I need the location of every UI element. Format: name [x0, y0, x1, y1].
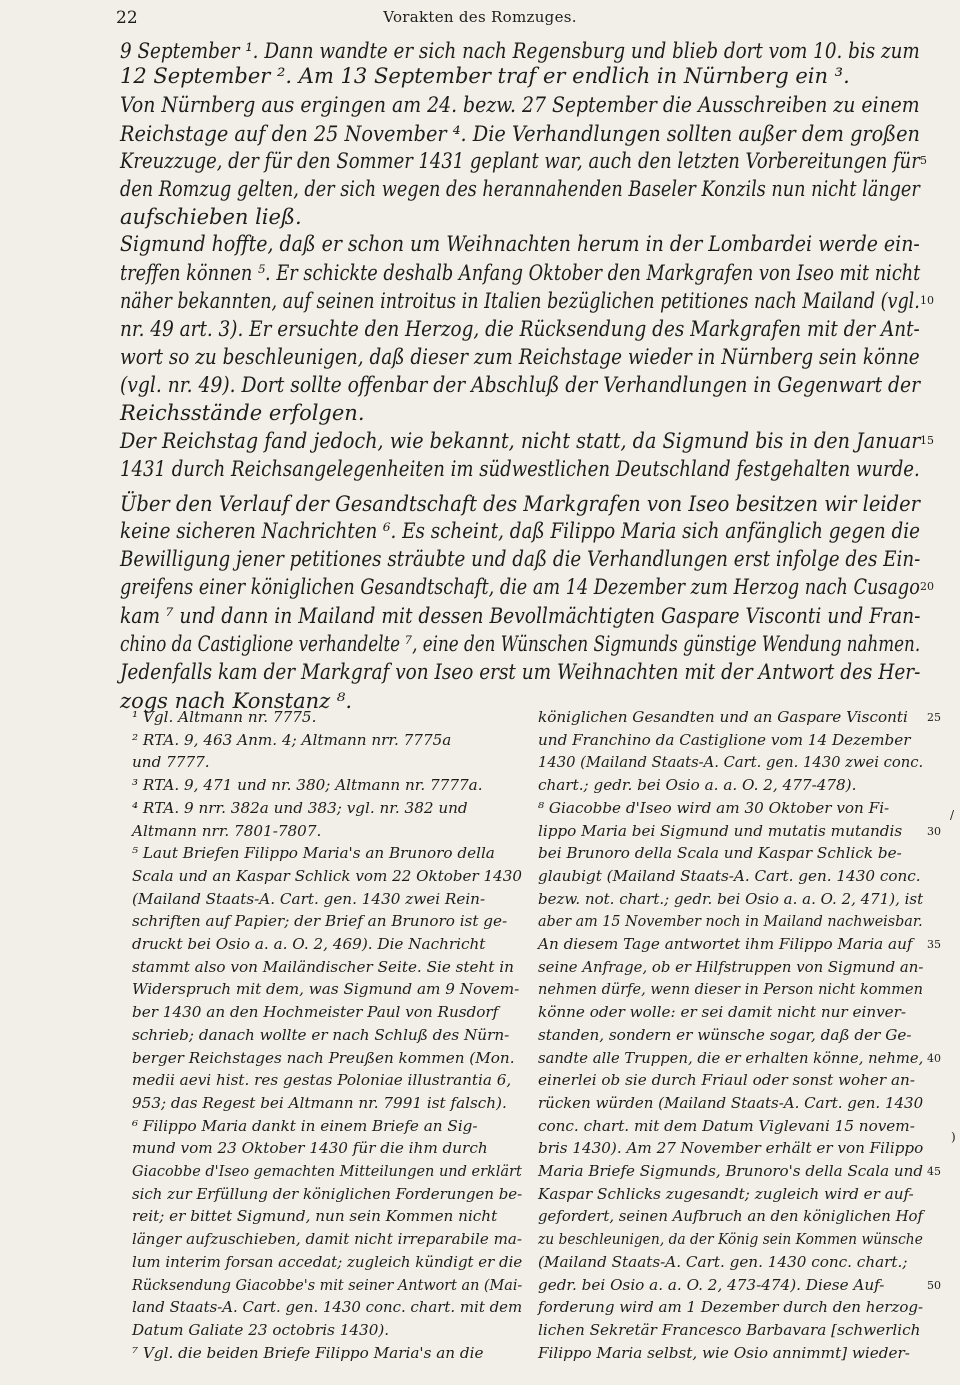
- footnote-line: ber 1430 an den Hochmeister Paul von Rusdorf: [132, 1003, 499, 1021]
- margin-pencil-mark: /: [950, 808, 955, 822]
- footnote-line-number: 35: [927, 938, 941, 951]
- running-head: Vorakten des Romzuges.: [383, 8, 577, 26]
- footnote-line: ¹ Vgl. Altmann nr. 7775.: [132, 708, 317, 726]
- footnote-line: mund vom 23 Oktober 1430 für die ihm durch: [132, 1139, 488, 1157]
- footnote-line: seine Anfrage, ob er Hilfstruppen von Sigmund an-: [538, 958, 924, 976]
- footnote-line: ⁷ Vgl. die beiden Briefe Filippo Maria's an die: [132, 1344, 484, 1362]
- footnote-line: reit; er bittet Sigmund, nun sein Kommen nicht: [132, 1207, 498, 1225]
- line-number: 5: [920, 154, 927, 167]
- footnote-line: einerlei ob sie durch Friaul oder sonst woher an-: [538, 1071, 915, 1089]
- line-number: 15: [920, 434, 934, 447]
- footnote-line: und 7777.: [132, 753, 210, 771]
- footnote-line: stammt also von Mailändischer Seite. Sie steht in: [132, 958, 514, 976]
- footnote-line: rücken würden (Mailand Staats-A. Cart. gen. 1430: [538, 1094, 924, 1112]
- footnote-line: 1430 (Mailand Staats-A. Cart. gen. 1430 zwei conc.: [538, 753, 924, 771]
- text-line: 9 September ¹. Dann wandte er sich nach Regensburg und blieb dort vom 10. bis zum: [120, 39, 920, 63]
- text-line: Reichstage auf den 25 November ⁴. Die Verhandlungen sollten außer dem großen: [120, 122, 920, 146]
- text-line: Sigmund hoffte, daß er schon um Weihnachten herum in der Lombardei werde ein-: [120, 232, 920, 256]
- text-line: Kreuzzuge, der für den Sommer 1431 geplant war, auch den letzten Vorbereitungen für: [120, 149, 920, 173]
- footnote-line: (Mailand Staats-A. Cart. gen. 1430 zwei Rein-: [132, 890, 486, 908]
- footnote-line: sandte alle Truppen, die er erhalten könne, nehme,: [538, 1049, 924, 1067]
- text-line: 12 September ². Am 13 September traf er endlich in Nürnberg ein ³.: [120, 64, 850, 88]
- footnote-line: gefordert, seinen Aufbruch an den königlichen Hof: [538, 1207, 924, 1225]
- text-line: Reichsstände erfolgen.: [120, 401, 365, 425]
- footnote-line: conc. chart. mit dem Datum Viglevani 15 novem-: [538, 1117, 915, 1135]
- footnote-line-number: 40: [927, 1052, 941, 1065]
- page-header: [0, 8, 960, 30]
- footnote-line: lum interim forsan accedat; zugleich kündigt er die: [132, 1253, 523, 1271]
- text-line: chino da Castiglione verhandelte ⁷, eine den Wünschen Sigmunds günstige Wendung nahmen.: [120, 632, 921, 656]
- footnote-line: königlichen Gesandten und an Gaspare Visconti: [538, 708, 908, 726]
- footnote-line-number: 50: [927, 1279, 941, 1292]
- text-line: wort so zu beschleunigen, daß dieser zum Reichstage wieder in Nürnberg sein könne: [120, 345, 920, 369]
- footnote-line: aber am 15 November noch in Mailand nachweisbar.: [538, 912, 923, 930]
- footnote-line: druckt bei Osio a. a. O. 2, 469). Die Nachricht: [132, 935, 486, 953]
- footnote-line: länger aufzuschieben, damit nicht irreparabile ma-: [132, 1230, 522, 1248]
- footnote-line: Giacobbe d'Iseo gemachten Mitteilungen und erklärt: [132, 1162, 522, 1180]
- footnote-line: Datum Galiate 23 octobris 1430).: [132, 1321, 390, 1339]
- text-line: keine sicheren Nachrichten ⁶. Es scheint, daß Filippo Maria sich anfänglich gegen die: [120, 519, 920, 543]
- footnote-line-number: 45: [927, 1165, 941, 1178]
- footnote-line: 953; das Regest bei Altmann nr. 7991 ist falsch).: [132, 1094, 507, 1112]
- footnote-line-number: 30: [927, 825, 941, 838]
- footnote-line: schriften auf Papier; der Brief an Brunoro ist ge-: [132, 912, 508, 930]
- footnote-line: sich zur Erfüllung der königlichen Forderungen be-: [132, 1185, 523, 1203]
- footnote-line: lippo Maria bei Sigmund und mutatis mutandis: [538, 822, 903, 840]
- footnote-line: gedr. bei Osio a. a. O. 2, 473-474). Diese Auf-: [538, 1276, 885, 1294]
- footnote-line: land Staats-A. Cart. gen. 1430 conc. chart. mit dem: [132, 1298, 523, 1316]
- footnote-line: ³ RTA. 9, 471 und nr. 380; Altmann nr. 7777a.: [132, 776, 483, 794]
- text-line: kam ⁷ und dann in Mailand mit dessen Bevollmächtigten Gaspare Visconti und Fran-: [120, 604, 921, 628]
- footnote-line: nehmen dürfe, wenn dieser in Person nicht kommen: [538, 980, 923, 998]
- footnote-line: Maria Briefe Sigmunds, Brunoro's della Scala und: [538, 1162, 924, 1180]
- footnote-line: Scala und an Kaspar Schlick vom 22 Oktober 1430: [132, 867, 522, 885]
- text-line: greifens einer königlichen Gesandtschaft, die am 14 Dezember zum Herzog nach Cusago: [120, 575, 920, 599]
- footnote-line: Kaspar Schlicks zugesandt; zugleich wird er auf-: [538, 1185, 914, 1203]
- footnote-line: zu beschleunigen, da der König sein Kommen wünsche: [538, 1230, 923, 1248]
- footnote-line: und Franchino da Castiglione vom 14 Dezember: [538, 731, 911, 749]
- footnote-line: standen, sondern er wünsche sogar, daß der Ge-: [538, 1026, 912, 1044]
- footnote-line: forderung wird am 1 Dezember durch den herzog-: [538, 1298, 924, 1316]
- footnote-line: Filippo Maria selbst, wie Osio annimmt] wieder-: [538, 1344, 910, 1362]
- text-line: den Romzug gelten, der sich wegen des herannahenden Baseler Konzils nun nicht länger: [120, 177, 920, 201]
- footnote-line: medii aevi hist. res gestas Poloniae illustrantia 6,: [132, 1071, 512, 1089]
- footnote-line: (Mailand Staats-A. Cart. gen. 1430 conc. chart.;: [538, 1253, 908, 1271]
- footnote-line: chart.; gedr. bei Osio a. a. O. 2, 477-478).: [538, 776, 857, 794]
- text-line: Über den Verlauf der Gesandtschaft des Markgrafen von Iseo besitzen wir leider: [120, 492, 920, 516]
- page-number: 22: [116, 8, 138, 28]
- text-line: Bewilligung jener petitiones sträubte und daß die Verhandlungen erst infolge des Ein-: [120, 547, 921, 571]
- line-number: 10: [920, 294, 934, 307]
- footnote-line-number: 25: [927, 711, 941, 724]
- footnote-line: ² RTA. 9, 463 Anm. 4; Altmann nrr. 7775a: [132, 731, 452, 749]
- text-line: aufschieben ließ.: [120, 205, 302, 229]
- margin-pencil-mark: ): [951, 1130, 956, 1144]
- text-line: nr. 49 art. 3). Er ersuchte den Herzog, die Rücksendung des Markgrafen mit der Ant-: [120, 317, 920, 341]
- footnote-line: ⁵ Laut Briefen Filippo Maria's an Brunoro della: [132, 844, 495, 862]
- footnote-line: lichen Sekretär Francesco Barbavara [schwerlich: [538, 1321, 921, 1339]
- footnote-line: An diesem Tage antwortet ihm Filippo Maria auf: [538, 935, 913, 953]
- footnote-line: ⁴ RTA. 9 nrr. 382a und 383; vgl. nr. 382 und: [132, 799, 468, 817]
- footnote-line: glaubigt (Mailand Staats-A. Cart. gen. 1430 conc.: [538, 867, 921, 885]
- footnote-line: schrieb; danach wollte er nach Schluß des Nürn-: [132, 1026, 510, 1044]
- footnote-line: bris 1430). Am 27 November erhält er von Filippo: [538, 1139, 924, 1157]
- footnote-line: ⁶ Filippo Maria dankt in einem Briefe an Sig-: [132, 1117, 478, 1135]
- footnote-line: berger Reichstages nach Preußen kommen (Mon.: [132, 1049, 515, 1067]
- footnote-line: könne oder wolle: er sei damit nicht nur einver-: [538, 1003, 907, 1021]
- text-line: Von Nürnberg aus ergingen am 24. bezw. 27 September die Ausschreiben zu einem: [120, 93, 920, 117]
- footnote-line: bei Brunoro della Scala und Kaspar Schlick be-: [538, 844, 902, 862]
- text-line: zogs nach Konstanz ⁸.: [120, 689, 352, 713]
- footnote-line: bezw. not. chart.; gedr. bei Osio a. a. O. 2, 471), ist: [538, 890, 924, 908]
- footnote-line: Widerspruch mit dem, was Sigmund am 9 Novem-: [132, 980, 520, 998]
- text-line: Der Reichstag fand jedoch, wie bekannt, nicht statt, da Sigmund bis in den Januar: [120, 429, 921, 453]
- text-line: treffen können ⁵. Er schickte deshalb Anfang Oktober den Markgrafen von Iseo mit nicht: [120, 261, 921, 285]
- footnote-line: ⁸ Giacobbe d'Iseo wird am 30 Oktober von Fi-: [538, 799, 890, 817]
- text-line: 1431 durch Reichsangelegenheiten im südwestlichen Deutschland festgehalten wurde.: [120, 457, 920, 481]
- text-line: Jedenfalls kam der Markgraf von Iseo erst um Weihnachten mit der Antwort des Her-: [120, 660, 921, 684]
- footnote-line: Rücksendung Giacobbe's mit seiner Antwort an (Mai-: [132, 1276, 523, 1294]
- text-line: näher bekannten, auf seinen introitus in Italien bezüglichen petitiones nach Mailand (vgl.: [120, 289, 920, 313]
- line-number: 20: [920, 580, 934, 593]
- footnote-line: Altmann nrr. 7801-7807.: [132, 822, 322, 840]
- text-line: (vgl. nr. 49). Dort sollte offenbar der Abschluß der Verhandlungen in Gegenwart der: [120, 373, 921, 397]
